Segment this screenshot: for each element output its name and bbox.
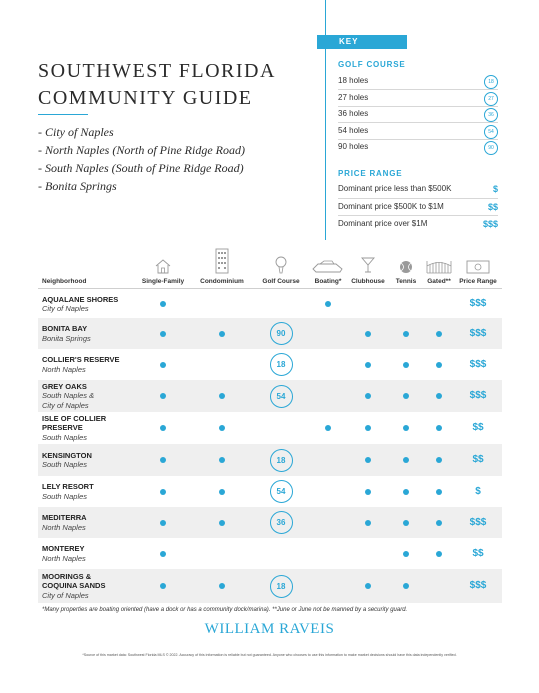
feature-dot-clubhouse [365,393,371,399]
price-range: $ [475,485,481,497]
feature-dot-tennis [403,551,409,557]
price-range: $$$ [469,298,487,309]
price-range: $$$ [469,580,487,591]
feature-dot-tennis [403,583,409,589]
table-row [38,476,502,507]
feature-dot-gated [436,362,442,368]
golf-key-item [338,90,498,106]
location-list [38,123,245,195]
location-item: - Bonita Springs [38,179,117,193]
table-row [38,569,502,603]
golf-key-item [338,139,498,155]
table-row [38,412,502,444]
feature-dot-single-family [160,301,166,307]
feature-dot-single-family [160,425,166,431]
feature-dot-condominium [219,583,225,589]
feature-dot-boating [325,425,331,431]
price-range: $$$ [469,516,487,528]
price-key-item [338,181,498,197]
footnote: *Many properties are boating oriented (have a dock or has a community dock/marina). **June or June not be manned by a security guard. [42,607,408,613]
title-line-2: COMMUNITY GUIDE [38,87,253,109]
location-item: - City of Naples [38,125,114,139]
feature-dot-tennis [403,425,409,431]
title-line-1: SOUTHWEST FLORIDA [38,60,276,82]
feature-dot-gated [436,393,442,399]
price-symbol: $ [492,184,498,194]
feature-dot-clubhouse [365,331,371,337]
price-range: $$$ [469,327,487,339]
golf-key-label: 27 holes [338,92,369,102]
feature-dot-condominium [219,331,225,337]
tennis-ball-icon [399,260,413,277]
golf-hole-ring-icon: 54 [484,125,498,139]
feature-dot-tennis [403,457,409,463]
golf-key-label: 36 holes [338,109,369,118]
golf-holes-ring: 18 [270,575,293,598]
price-range: $$$ [469,358,487,370]
golf-ball-icon [274,256,288,277]
title-underline [38,114,88,115]
table-row [38,349,502,380]
feature-dot-clubhouse [365,489,371,495]
key-header: KEY [317,35,407,49]
price-symbol: $$ [487,201,498,212]
page-title [38,58,276,112]
golf-holes-ring: 18 [270,353,293,376]
key-separator [338,106,498,107]
feature-dot-single-family [160,520,166,526]
brand-logo: WILLIAM RAVEIS [204,621,335,637]
golf-hole-ring-icon: 36 [484,108,498,122]
feature-dot-clubhouse [365,457,371,463]
feature-dot-clubhouse [365,362,371,368]
golf-holes-ring: 36 [270,511,293,534]
price-key-label: Dominant price less than $500K [338,184,452,193]
location-item: - North Naples (North of Pine Ridge Road) [38,143,245,157]
community-location: North Naples [42,553,86,563]
community-name: GREY OAKS [42,381,87,391]
feature-dot-clubhouse [365,425,371,431]
community-name: PRESERVE [42,423,83,433]
community-name: MONTEREY [42,544,85,553]
price-symbol: $$$ [482,219,498,229]
feature-dot-single-family [160,331,166,337]
golf-hole-ring-icon: 27 [484,92,498,106]
golf-key-label: 18 holes [338,76,369,85]
community-name: BONITA BAY [42,324,88,333]
money-icon [466,260,490,277]
column-label: Price Range [459,278,497,285]
feature-dot-gated [436,551,442,557]
feature-dot-gated [436,457,442,463]
feature-dot-clubhouse [365,520,371,526]
feature-dot-tennis [403,362,409,368]
feature-dot-condominium [219,489,225,495]
feature-dot-tennis [403,520,409,526]
feature-dot-gated [436,520,442,526]
feature-dot-boating [325,301,331,307]
key-separator [338,122,498,123]
key-separator [338,89,498,90]
community-location: North Naples [42,364,86,374]
price-key-item [338,199,498,215]
golf-course-key-title: GOLF COURSE [338,60,406,69]
feature-dot-single-family [160,457,166,463]
price-key-item [338,216,498,232]
golf-key-item [338,123,498,139]
key-separator [338,139,498,140]
column-label: Tennis [395,278,417,285]
golf-hole-ring-icon: 90 [484,141,498,155]
column-label: Single-Family [141,278,185,285]
golf-holes-ring: 54 [270,385,293,408]
golf-holes-ring: 54 [270,480,293,503]
community-location: Bonita Springs [42,333,91,343]
feature-dot-single-family [160,393,166,399]
community-name: AQUALANE SHORES [42,294,119,304]
feature-dot-gated [436,425,442,431]
house-icon [154,258,172,277]
feature-dot-tennis [403,489,409,495]
table-row [38,507,502,538]
community-location: South Naples [42,491,88,501]
location-item: - South Naples (South of Pine Ridge Road) [38,161,244,175]
community-name: MEDITERRA [42,513,87,522]
golf-key-item [338,106,498,122]
column-label: Clubhouse [351,278,385,285]
community-name: ISLE OF COLLIER [42,413,107,423]
community-location: City of Naples [42,400,89,410]
feature-dot-condominium [219,393,225,399]
cocktail-glass-icon [361,256,375,277]
feature-dot-condominium [219,520,225,526]
feature-dot-single-family [160,362,166,368]
price-key-label: Dominant price over $1M [338,219,428,228]
feature-dot-tennis [403,393,409,399]
community-location: City of Naples [42,590,89,600]
golf-key-label: 54 holes [338,125,369,135]
feature-dot-gated [436,331,442,337]
header-rule [38,288,502,289]
price-range: $$ [472,422,484,433]
community-name: MOORINGS & [42,571,92,581]
feature-dot-condominium [219,425,225,431]
community-location: South Naples [42,432,88,442]
feature-dot-clubhouse [365,583,371,589]
golf-holes-ring: 90 [270,322,293,345]
column-label: Boating* [314,278,342,285]
boat-icon [312,260,344,277]
golf-holes-ring: 18 [270,449,293,472]
column-label: Gated** [427,278,451,285]
column-label: Golf Course [262,278,300,285]
gate-icon [426,258,452,277]
feature-dot-single-family [160,583,166,589]
table-row [38,290,502,318]
table-row [38,380,502,412]
golf-key-item [338,73,498,89]
source-disclaimer: *Source of this market data: Southwest Florida MLS © 2022. Accuracy of this information is reliable but not guaranteed. Anyone who chooses to use this information to make market decisions should have this data independently verified. [82,653,457,657]
feature-dot-tennis [403,331,409,337]
community-name: COLLIER'S RESERVE [42,355,120,364]
table-row [38,538,502,569]
table-row [38,444,502,476]
price-key-label: Dominant price $500K to $1M [338,201,444,211]
building-icon [215,248,229,277]
community-name: LELY RESORT [42,482,94,491]
golf-key-label: 90 holes [338,142,369,151]
feature-dot-gated [436,489,442,495]
golf-hole-ring-icon: 18 [484,75,498,89]
feature-dot-single-family [160,489,166,495]
neighborhood-column-label: Neighborhood [42,278,87,285]
price-range: $$ [472,454,484,465]
feature-dot-condominium [219,457,225,463]
community-location: City of Naples [42,304,89,313]
community-location: South Naples [42,460,88,469]
column-label: Condominium [200,278,244,285]
community-name: COQUINA SANDS [42,581,106,591]
community-location: North Naples [42,522,86,532]
table-row [38,318,502,349]
community-location: South Naples & [42,391,95,401]
price-range: $$ [472,547,484,559]
feature-dot-single-family [160,551,166,557]
price-range-key-title: PRICE RANGE [338,169,403,178]
community-name: KENSINGTON [42,450,92,460]
price-range: $$$ [469,390,487,401]
